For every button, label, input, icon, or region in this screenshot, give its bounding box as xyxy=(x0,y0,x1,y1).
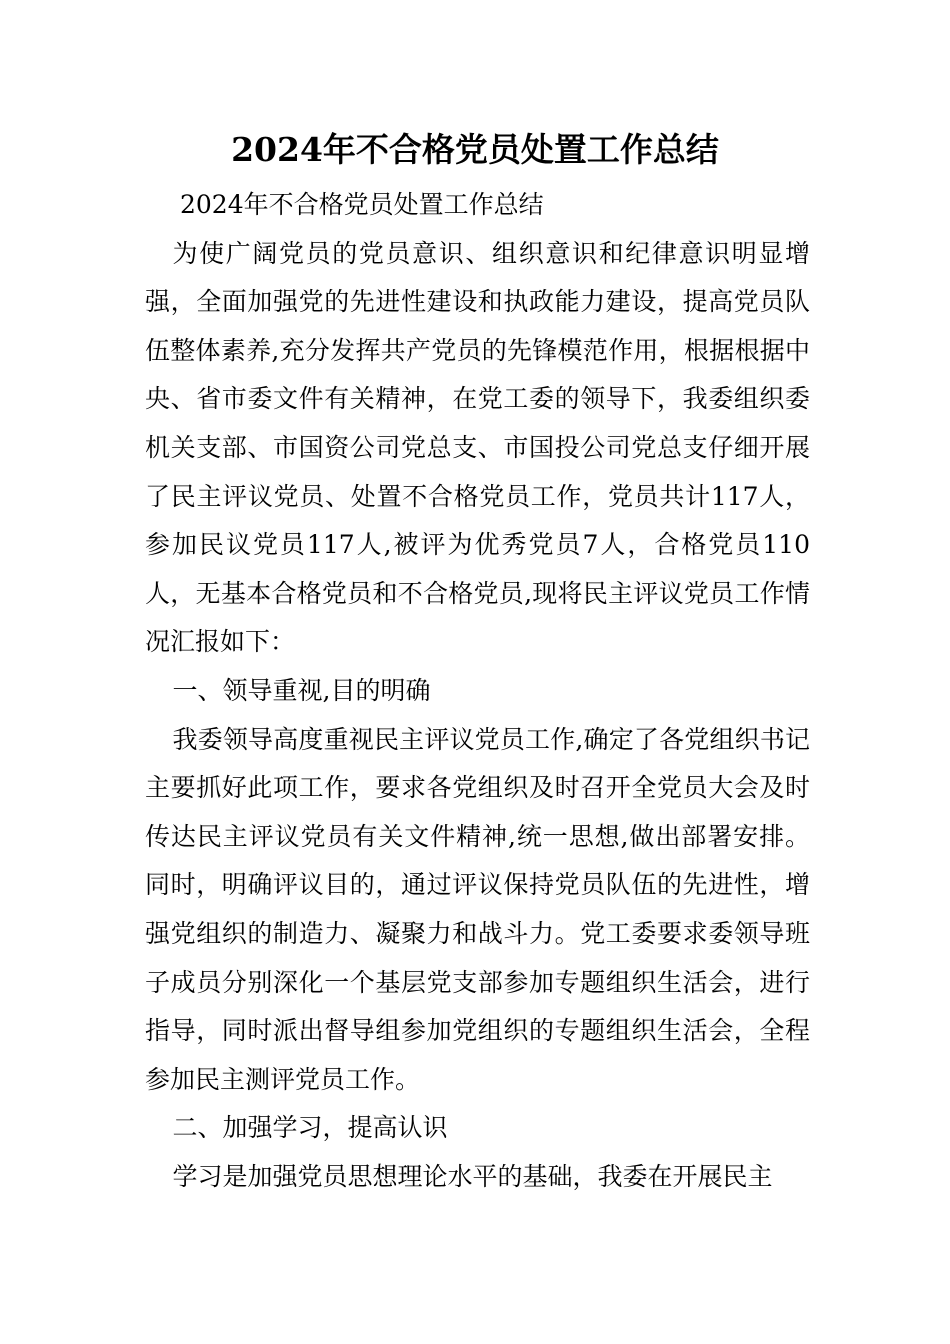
section-heading-leadership: 一、领导重视,目的明确 xyxy=(172,675,431,705)
paragraph-leadership: 我委领导高度重视民主评议党员工作,确定了各党组织书记主要抓好此项工作，要求各党组织及时召开全党员大会及时传达民主评议党员有关文件精神,统一思想,做出部署安排。同时，明确评议目的，通过评议保持党员队伍的先进性，增强党组织的制造力、凝聚力和战斗力。党工委要求委领导班子成员分别深化一个基层党支部参加专题组织生活会，进行指导，同时派出督导组参加党组织的专题组织生活会，全程参加民主测评党员工作。 xyxy=(145,724,810,1094)
section-heading-study: 二、加强学习，提高认识 xyxy=(172,1113,448,1143)
document-title: 2024年不合格党员处置工作总结 xyxy=(231,130,719,169)
document-body xyxy=(145,181,810,1201)
paragraph-intro: 为使广阔党员的党员意识、组织意识和纪律意识明显增强，全面加强党的先进性建设和执政能力建设，提高党员队伍整体素养,充分发挥共产党员的先锋模范作用，根据根据中央、省市委文件有关精神，在党工委的领导下，我委组织委机关支部、市国资公司党总支、市国投公司党总支仔细开展了民主评议党员、处置不合格党员工作，党员共计117人，参加民议党员117人,被评为优秀党员7人，合格党员110人，无基本合格党员和不合格党员,现将民主评议党员工作情况汇报如下： xyxy=(145,238,810,657)
paragraph-study: 学习是加强党员思想理论水平的基础，我委在开展民主 xyxy=(172,1161,773,1191)
document-subtitle: 2024年不合格党员处置工作总结 xyxy=(180,190,544,219)
